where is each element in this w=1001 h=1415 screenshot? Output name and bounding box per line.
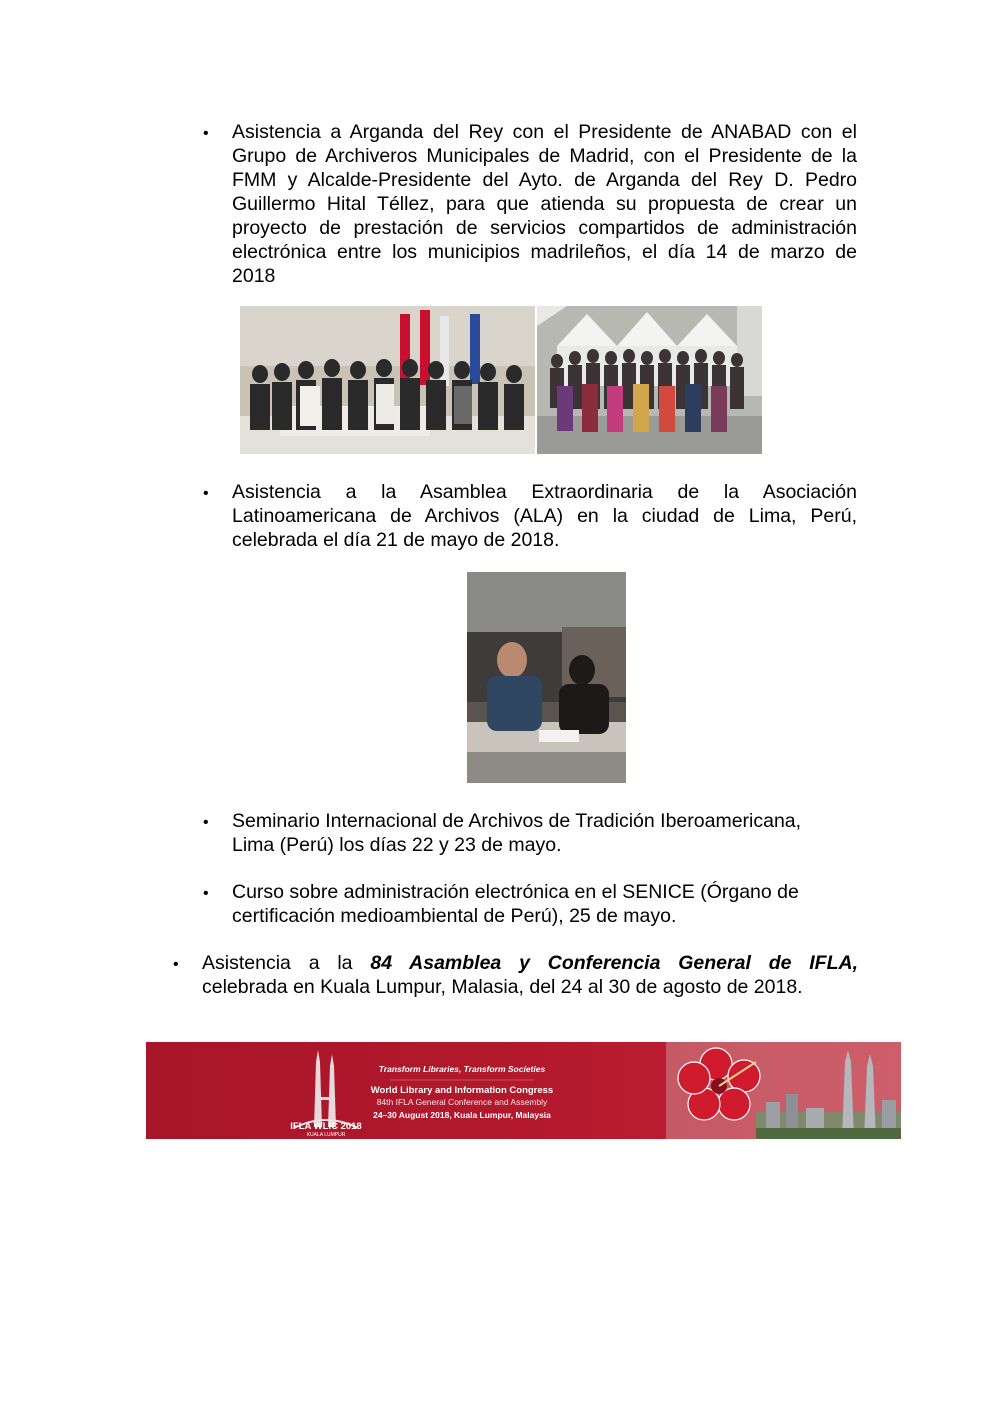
text-line: Latinoamericana de Archivos (ALA) en la ciudad de Lima, Perú, (232, 505, 857, 527)
text-line: celebrada el día 21 de mayo de 2018. (232, 529, 560, 551)
banner-title: World Library and Information Congress (370, 1085, 554, 1096)
text-line: celebrada en Kuala Lumpur, Malasia, del 24 al 30 de agosto de 2018. (202, 976, 803, 998)
list-item-curso-senice (232, 880, 872, 928)
text-line: proyecto de prestación de servicios compartidos de administración (232, 217, 857, 239)
ifla-emphasis: 84 Asamblea y Conferencia General de IFLA, (370, 952, 859, 974)
text-line: Grupo de Archiveros Municipales de Madrid, con el Presidente de la (232, 145, 857, 167)
ifla-prefix: Asistencia a la (202, 952, 353, 974)
text-line: FMM y Alcalde-Presidente del Ayto. de Arganda del Rey D. Pedro (232, 169, 857, 191)
text-line: electrónica entre los municipios madrileños, el día 14 de marzo de (232, 241, 857, 263)
text-line (202, 951, 858, 975)
text-line: 2018 (232, 265, 276, 287)
logo-main-text: IFLA WLIC 2018 (290, 1121, 362, 1132)
photo-lima-panel (467, 572, 626, 783)
text-line: Guillermo Hital Téllez, para que atienda su propuesta de crear un (232, 193, 857, 215)
list-item-ifla (202, 951, 858, 999)
photo-group-outdoors (537, 306, 762, 454)
photo-meeting-room (240, 306, 535, 454)
banner-subtitle: 84th IFLA General Conference and Assembly (376, 1097, 548, 1107)
ifla-wlic-banner (146, 1042, 901, 1139)
bullet-icon: • (173, 956, 179, 973)
text-line: Asistencia a Arganda del Rey con el Presidente de ANABAD con el (232, 121, 857, 143)
list-item-seminario (232, 809, 872, 857)
text-line: certificación medioambiental de Perú), 25 de mayo. (232, 905, 677, 927)
text-line: Lima (Perú) los días 22 y 23 de mayo. (232, 834, 562, 856)
text-line: Seminario Internacional de Archivos de Tradición Iberoamericana, (232, 810, 802, 832)
text-line: Curso sobre administración electrónica en el SENICE (Órgano de (232, 881, 799, 903)
list-item-ala-lima (232, 480, 857, 552)
bullet-icon: • (203, 485, 209, 502)
banner-slogan: Transform Libraries, Transform Societies (378, 1064, 546, 1074)
bullet-icon: • (203, 885, 209, 902)
logo-sub-text: KUALA LUMPUR (306, 1132, 346, 1138)
list-item-arganda (232, 120, 857, 288)
bullet-icon: • (203, 814, 209, 831)
text-line: Asistencia a la Asamblea Extraordinaria de la Asociación (232, 481, 857, 503)
banner-dates: 24–30 August 2018, Kuala Lumpur, Malaysia (373, 1110, 551, 1120)
bullet-icon: • (203, 125, 209, 142)
